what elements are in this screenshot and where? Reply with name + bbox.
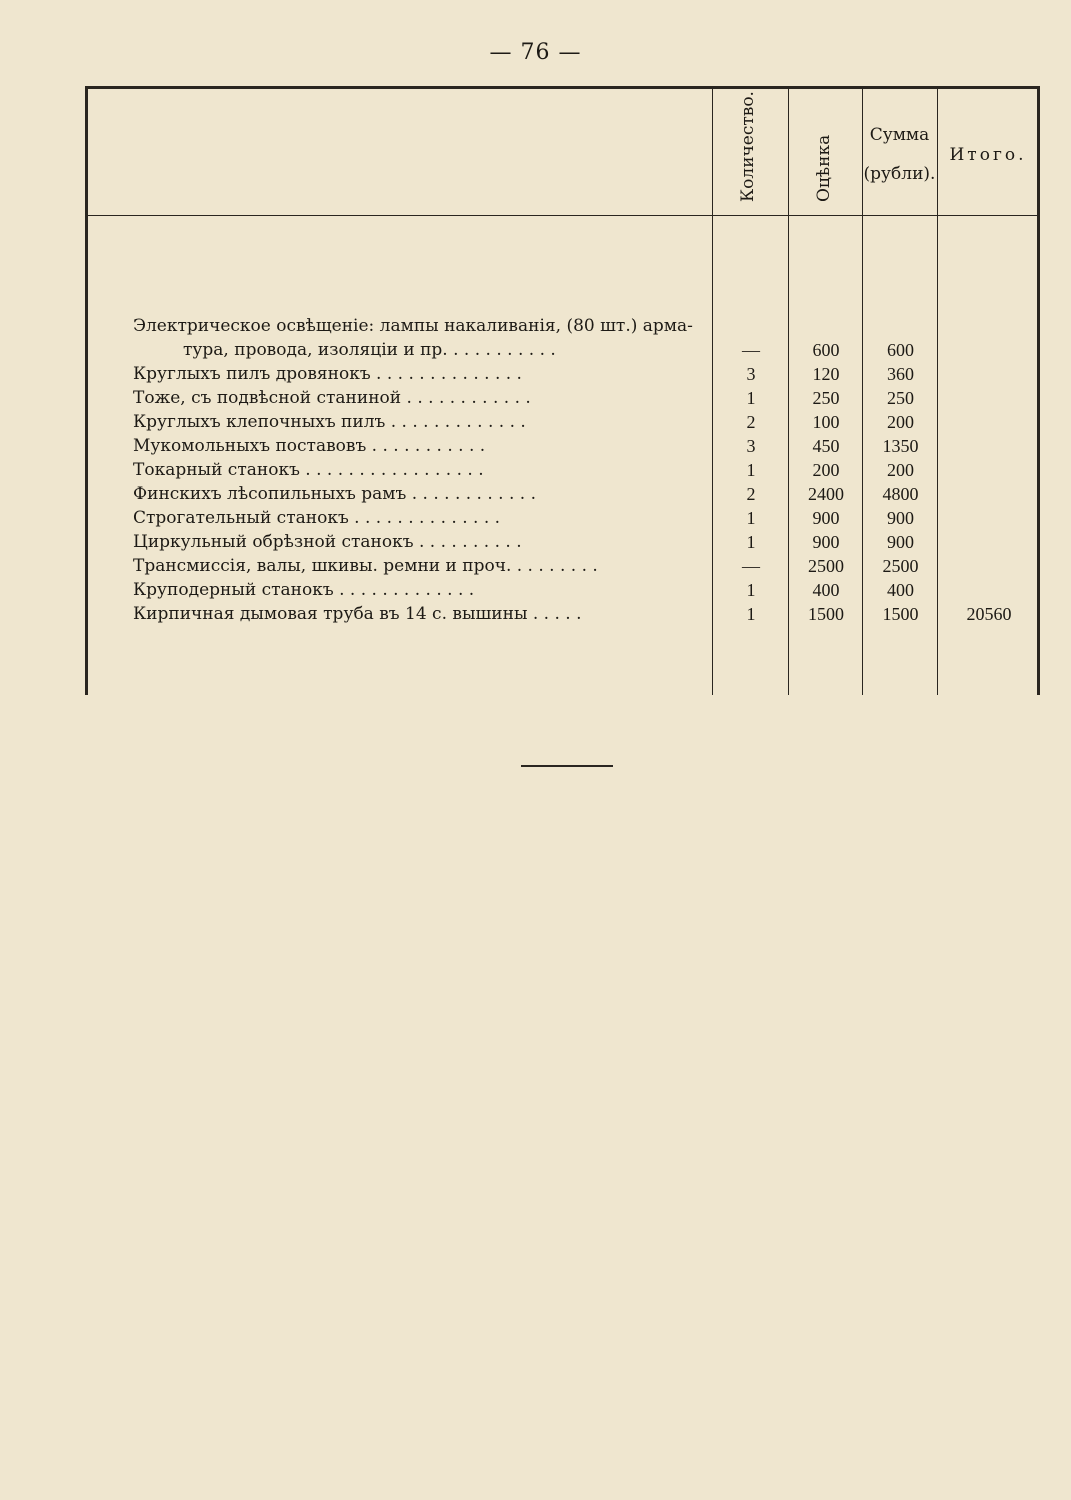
row-valuation: 900 xyxy=(812,532,840,552)
row-sum: 900 xyxy=(887,532,914,552)
row-quantity: 1 xyxy=(746,388,756,408)
row-quantity: 1 xyxy=(746,508,756,528)
row-quantity: 1 xyxy=(746,580,756,600)
table-row xyxy=(85,338,1040,362)
table-row xyxy=(85,578,1040,602)
row-description: Тоже, съ подвѣсной станиной . . . . . . . . . . . . xyxy=(133,388,531,408)
table-row xyxy=(85,410,1040,434)
row-description: Круглыхъ клепочныхъ пилъ . . . . . . . . . . . . . xyxy=(133,412,526,432)
table-row xyxy=(85,434,1040,458)
table-row xyxy=(85,386,1040,410)
row-description: Кирпичная дымовая труба въ 14 с. вышины . . . . . xyxy=(133,604,582,624)
row-quantity: 1 xyxy=(746,460,756,480)
row-valuation: 2400 xyxy=(808,484,844,504)
column-rule-quantity-header xyxy=(712,89,713,222)
row-description: Электрическое освѣщеніе: лампы накаливанія, (80 шт.) арма- xyxy=(133,316,693,336)
row-valuation: 250 xyxy=(812,388,840,408)
table-row xyxy=(85,314,1040,338)
row-valuation: 100 xyxy=(812,412,840,432)
row-description: тура, провода, изоляціи и пр. . . . . . . . . . . xyxy=(183,340,556,360)
row-sum: 600 xyxy=(887,340,914,360)
row-description: Круглыхъ пилъ дровянокъ . . . . . . . . . . . . . . xyxy=(133,364,522,384)
row-sum: 1500 xyxy=(882,604,919,624)
row-sum: 200 xyxy=(887,460,914,480)
row-sum: 200 xyxy=(887,412,914,432)
row-quantity: 1 xyxy=(746,604,756,624)
row-valuation: 900 xyxy=(812,508,840,528)
row-sum: 2500 xyxy=(882,556,919,576)
row-quantity: 2 xyxy=(746,484,756,504)
table-row xyxy=(85,554,1040,578)
row-sum: 900 xyxy=(887,508,914,528)
row-description: Трансмиссія, валы, шкивы. ремни и проч. . . . . . . . . xyxy=(133,556,598,576)
row-sum: 400 xyxy=(887,580,914,600)
row-valuation: 400 xyxy=(812,580,840,600)
header-sum-line1: Сумма xyxy=(869,125,930,145)
row-quantity: 2 xyxy=(746,412,756,432)
row-quantity: — xyxy=(742,340,760,360)
row-description: Циркульный обрѣзной станокъ . . . . . . . . . . xyxy=(133,532,522,552)
equipment-table xyxy=(85,86,1040,695)
header-separator xyxy=(85,215,1040,216)
row-quantity: — xyxy=(742,556,760,576)
row-description: Финскихъ лѣсопильныхъ рамъ . . . . . . . . . . . . xyxy=(133,484,536,504)
row-sum: 360 xyxy=(887,364,914,384)
table-row xyxy=(85,458,1040,482)
row-description: Мукомольныхъ поставовъ . . . . . . . . . . . xyxy=(133,436,486,456)
row-sum: 250 xyxy=(887,388,914,408)
header-sum-line2: (рубли). xyxy=(863,164,936,184)
row-description: Круподерный станокъ . . . . . . . . . . . . . xyxy=(133,580,475,600)
page-number: — 76 — xyxy=(489,40,582,65)
row-valuation: 600 xyxy=(812,340,840,360)
row-quantity: 1 xyxy=(746,532,756,552)
header-valuation: Оцѣнка xyxy=(814,134,834,202)
row-valuation: 1500 xyxy=(808,604,844,624)
row-total: 20560 xyxy=(966,604,1012,624)
table-row xyxy=(85,602,1040,626)
row-description: Строгательный станокъ . . . . . . . . . . . . . . xyxy=(133,508,501,528)
table-row xyxy=(85,482,1040,506)
row-sum: 4800 xyxy=(882,484,919,504)
row-valuation: 2500 xyxy=(808,556,844,576)
section-divider xyxy=(521,765,613,767)
header-total: Итого. xyxy=(949,145,1027,165)
row-quantity: 3 xyxy=(746,436,756,456)
row-quantity: 3 xyxy=(746,364,756,384)
row-valuation: 120 xyxy=(812,364,840,384)
row-sum: 1350 xyxy=(882,436,919,456)
table-row xyxy=(85,362,1040,386)
header-quantity: Количество. xyxy=(738,91,758,202)
row-valuation: 450 xyxy=(812,436,840,456)
table-row xyxy=(85,506,1040,530)
table-row xyxy=(85,530,1040,554)
row-description: Токарный станокъ . . . . . . . . . . . . . . . . . xyxy=(133,460,484,480)
row-valuation: 200 xyxy=(812,460,840,480)
